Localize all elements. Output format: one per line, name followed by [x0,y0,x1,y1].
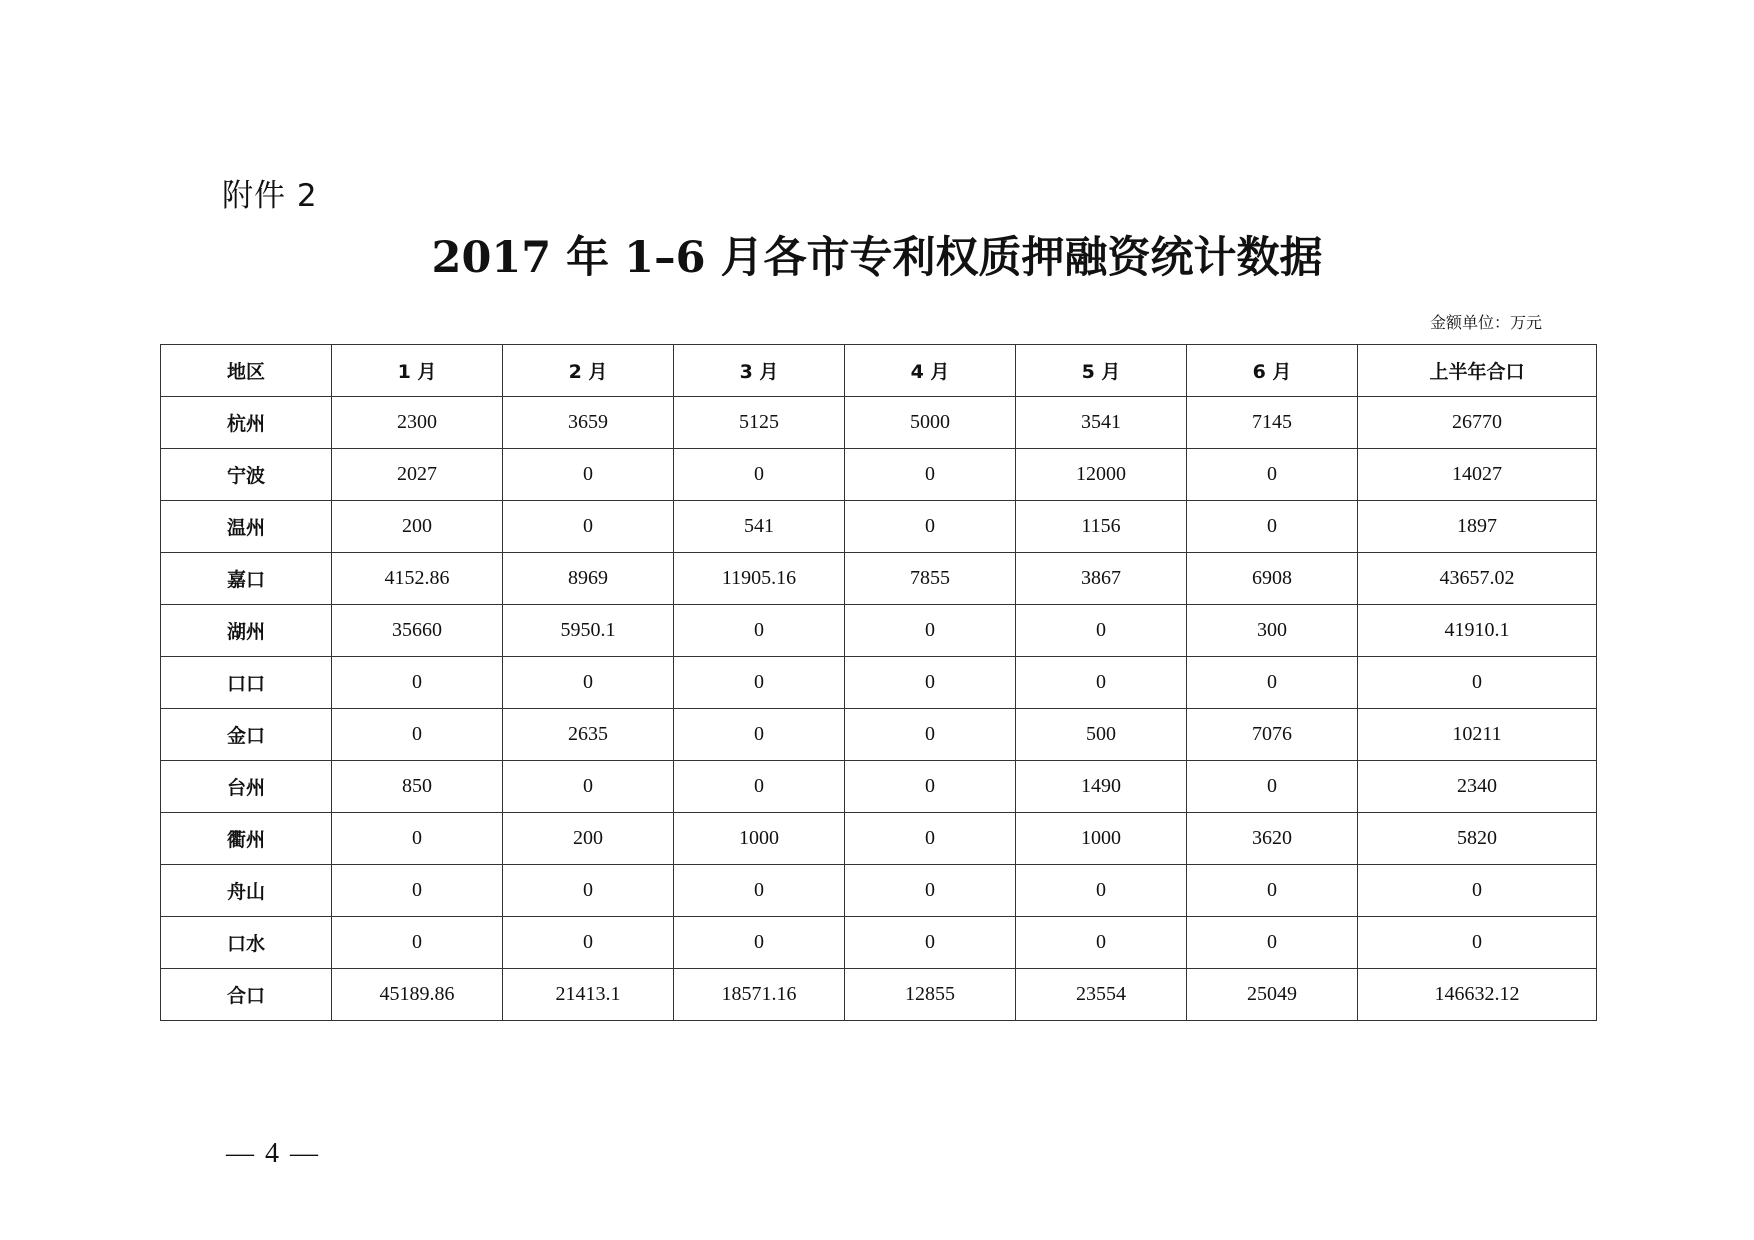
cell-month-5: 12000 [1016,449,1187,501]
cell-region: 舟山 [161,865,332,917]
cell-month-3: 0 [674,761,845,813]
cell-half-year-total: 41910.1 [1358,605,1597,657]
cell-month-4: 0 [845,709,1016,761]
table-row [161,865,1597,917]
cell-region: 合口 [161,969,332,1021]
cell-half-year-total: 26770 [1358,397,1597,449]
table-row [161,761,1597,813]
cell-month-6: 300 [1187,605,1358,657]
page-number: — 4 — [226,1138,320,1169]
header-month-1: 1 月 [332,345,503,397]
cell-month-6: 3620 [1187,813,1358,865]
cell-half-year-total: 2340 [1358,761,1597,813]
cell-month-2: 200 [503,813,674,865]
cell-month-6: 25049 [1187,969,1358,1021]
cell-month-3: 0 [674,917,845,969]
cell-month-6: 6908 [1187,553,1358,605]
cell-month-5: 23554 [1016,969,1187,1021]
cell-month-2: 21413.1 [503,969,674,1021]
cell-month-2: 2635 [503,709,674,761]
cell-month-3: 0 [674,605,845,657]
cell-month-5: 1000 [1016,813,1187,865]
table-row [161,553,1597,605]
cell-month-1: 200 [332,501,503,553]
cell-month-5: 0 [1016,657,1187,709]
cell-month-5: 1490 [1016,761,1187,813]
header-month-2: 2 月 [503,345,674,397]
cell-region: 杭州 [161,397,332,449]
cell-region: 温州 [161,501,332,553]
cell-region: 金口 [161,709,332,761]
document-title: 2017 年 1–6 月各市专利权质押融资统计数据 [431,233,1323,283]
table-row [161,397,1597,449]
cell-month-4: 7855 [845,553,1016,605]
cell-month-3: 0 [674,449,845,501]
cell-month-3: 0 [674,657,845,709]
statistics-table [160,344,1597,1021]
cell-month-2: 3659 [503,397,674,449]
cell-region: 台州 [161,761,332,813]
cell-month-2: 0 [503,657,674,709]
cell-month-2: 0 [503,501,674,553]
header-month-4: 4 月 [845,345,1016,397]
table-row [161,969,1597,1021]
cell-month-4: 0 [845,761,1016,813]
cell-half-year-total: 146632.12 [1358,969,1597,1021]
table-row [161,449,1597,501]
cell-month-6: 0 [1187,865,1358,917]
header-half-year-total: 上半年合口 [1358,345,1597,397]
cell-region: 湖州 [161,605,332,657]
cell-half-year-total: 0 [1358,865,1597,917]
cell-month-1: 850 [332,761,503,813]
cell-month-1: 35660 [332,605,503,657]
cell-month-4: 0 [845,813,1016,865]
cell-month-1: 0 [332,709,503,761]
cell-month-3: 0 [674,709,845,761]
cell-half-year-total: 0 [1358,917,1597,969]
cell-month-1: 0 [332,657,503,709]
table-row [161,605,1597,657]
cell-month-1: 2300 [332,397,503,449]
cell-month-4: 0 [845,501,1016,553]
cell-month-6: 7076 [1187,709,1358,761]
cell-month-3: 5125 [674,397,845,449]
cell-month-6: 0 [1187,501,1358,553]
cell-month-1: 45189.86 [332,969,503,1021]
cell-month-4: 0 [845,449,1016,501]
cell-month-4: 0 [845,865,1016,917]
cell-half-year-total: 1897 [1358,501,1597,553]
cell-region: 嘉口 [161,553,332,605]
header-region: 地区 [161,345,332,397]
cell-region: 衢州 [161,813,332,865]
cell-month-2: 0 [503,761,674,813]
cell-month-2: 0 [503,449,674,501]
cell-month-6: 0 [1187,449,1358,501]
cell-month-5: 0 [1016,605,1187,657]
cell-month-4: 0 [845,605,1016,657]
cell-month-4: 5000 [845,397,1016,449]
cell-half-year-total: 14027 [1358,449,1597,501]
cell-month-6: 0 [1187,657,1358,709]
cell-month-6: 0 [1187,917,1358,969]
cell-month-1: 0 [332,917,503,969]
cell-half-year-total: 10211 [1358,709,1597,761]
table-row [161,657,1597,709]
cell-month-3: 11905.16 [674,553,845,605]
table-row [161,501,1597,553]
cell-region: 宁波 [161,449,332,501]
cell-region: 口口 [161,657,332,709]
cell-month-5: 0 [1016,917,1187,969]
header-month-6: 6 月 [1187,345,1358,397]
cell-month-5: 3541 [1016,397,1187,449]
cell-month-5: 3867 [1016,553,1187,605]
cell-month-3: 541 [674,501,845,553]
cell-month-1: 0 [332,813,503,865]
cell-month-1: 4152.86 [332,553,503,605]
cell-month-4: 12855 [845,969,1016,1021]
cell-month-2: 5950.1 [503,605,674,657]
cell-half-year-total: 0 [1358,657,1597,709]
cell-month-3: 18571.16 [674,969,845,1021]
header-month-5: 5 月 [1016,345,1187,397]
cell-month-6: 0 [1187,761,1358,813]
cell-month-1: 0 [332,865,503,917]
cell-month-2: 8969 [503,553,674,605]
table-row [161,813,1597,865]
table-header-row [161,345,1597,397]
cell-month-6: 7145 [1187,397,1358,449]
cell-month-5: 0 [1016,865,1187,917]
attachment-label: 附件 2 [222,178,318,214]
cell-month-3: 1000 [674,813,845,865]
cell-month-3: 0 [674,865,845,917]
cell-month-4: 0 [845,917,1016,969]
cell-month-2: 0 [503,865,674,917]
cell-month-1: 2027 [332,449,503,501]
cell-half-year-total: 43657.02 [1358,553,1597,605]
cell-month-2: 0 [503,917,674,969]
table-row [161,709,1597,761]
cell-half-year-total: 5820 [1358,813,1597,865]
header-month-3: 3 月 [674,345,845,397]
unit-note: 金额单位：万元 [1429,313,1542,332]
cell-month-4: 0 [845,657,1016,709]
cell-month-5: 500 [1016,709,1187,761]
table-body [161,397,1597,1021]
cell-month-5: 1156 [1016,501,1187,553]
cell-region: 口水 [161,917,332,969]
table-row [161,917,1597,969]
